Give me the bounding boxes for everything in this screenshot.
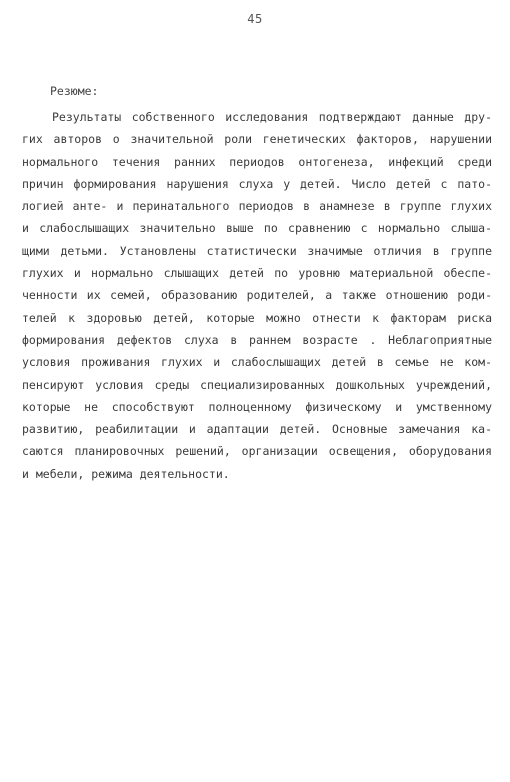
paragraph-line: логией анте- и перинатального периодов в анамнезе в группе глухих bbox=[22, 199, 492, 214]
paragraph-line: пенсируют условия среды специализированных дошкольных учреждений, bbox=[22, 377, 492, 392]
summary-paragraph bbox=[22, 110, 492, 489]
paragraph-line: щими детьми. Установлены статистически значимые отличия в группе bbox=[22, 243, 492, 258]
paragraph-line: нормального течения ранних периодов онтогенеза, инфекций среди bbox=[22, 154, 492, 169]
paragraph-line: Результаты собственного исследования подтверждают данные дру- bbox=[52, 110, 492, 124]
paragraph-line: условия проживания глухих и слабослышащих детей в семье не ком- bbox=[22, 355, 492, 370]
paragraph-line: глухих и нормально слышащих детей по уровню материальной обеспе- bbox=[22, 266, 492, 281]
paragraph-line: причин формирования нарушения слуха у детей. Число детей с пато- bbox=[22, 176, 492, 191]
paragraph-line: развитию, реабилитации и адаптации детей. Основные замечания ка- bbox=[22, 422, 492, 437]
summary-heading: Резюме: bbox=[50, 84, 99, 98]
paragraph-line: формирования дефектов слуха в раннем возрасте . Неблагоприятные bbox=[22, 332, 492, 347]
paragraph-line: и слабослышащих значительно выше по сравнению с нормально слыша- bbox=[22, 221, 492, 236]
paragraph-line: которые не способствуют полноценному физическому и умственному bbox=[22, 399, 492, 414]
paragraph-line: телей к здоровью детей, которые можно отнести к факторам риска bbox=[22, 310, 492, 325]
paragraph-line: и мебели, режима деятельности. bbox=[22, 466, 230, 481]
page-number: 45 bbox=[247, 12, 263, 26]
paragraph-line: гих авторов о значительной роли генетических факторов, нарушении bbox=[22, 132, 492, 147]
paragraph-line: ченности их семей, образованию родителей, а также отношению роди- bbox=[22, 288, 492, 303]
paragraph-line: саются планировочных решений, организации освещения, оборудования bbox=[22, 444, 492, 459]
